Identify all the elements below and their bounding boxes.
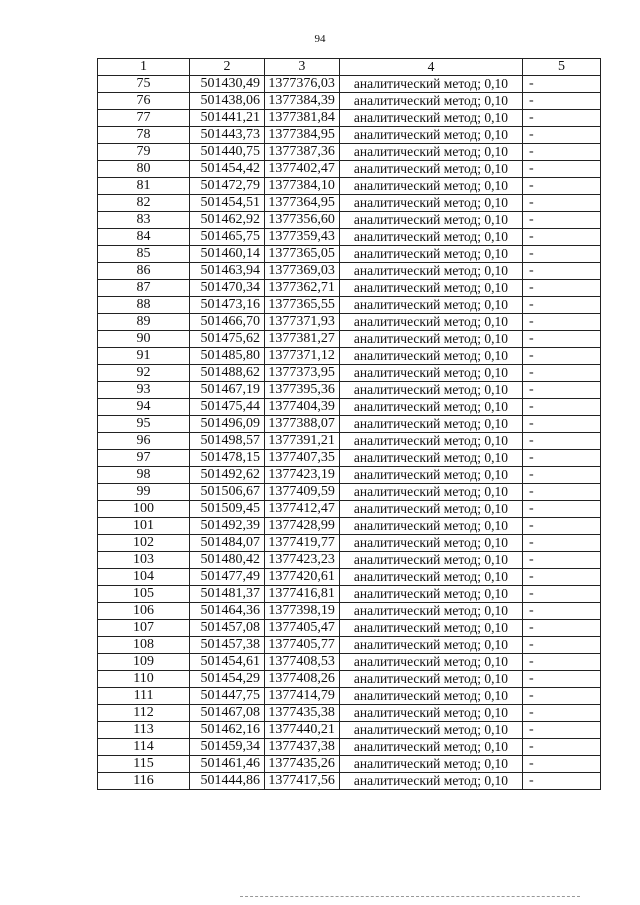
table-row <box>98 603 601 620</box>
note-cell: - <box>523 552 601 569</box>
x-coordinate-cell: 501430,49 <box>190 76 265 93</box>
table-row <box>98 620 601 637</box>
table-row <box>98 76 601 93</box>
y-coordinate-cell: 1377364,95 <box>264 195 339 212</box>
table-row <box>98 518 601 535</box>
method-accuracy-cell: аналитический метод; 0,10 <box>339 212 522 229</box>
x-coordinate-cell: 501460,14 <box>190 246 265 263</box>
method-accuracy-cell: аналитический метод; 0,10 <box>339 93 522 110</box>
point-number-cell: 98 <box>98 467 190 484</box>
x-coordinate-cell: 501438,06 <box>190 93 265 110</box>
point-number-cell: 84 <box>98 229 190 246</box>
method-accuracy-cell: аналитический метод; 0,10 <box>339 365 522 382</box>
point-number-cell: 102 <box>98 535 190 552</box>
table-row <box>98 348 601 365</box>
y-coordinate-cell: 1377384,39 <box>264 93 339 110</box>
point-number-cell: 92 <box>98 365 190 382</box>
note-cell: - <box>523 76 601 93</box>
table-row <box>98 569 601 586</box>
method-accuracy-cell: аналитический метод; 0,10 <box>339 178 522 195</box>
x-coordinate-cell: 501454,29 <box>190 671 265 688</box>
method-accuracy-cell: аналитический метод; 0,10 <box>339 433 522 450</box>
x-coordinate-cell: 501454,61 <box>190 654 265 671</box>
x-coordinate-cell: 501466,70 <box>190 314 265 331</box>
point-number-cell: 90 <box>98 331 190 348</box>
point-number-cell: 99 <box>98 484 190 501</box>
x-coordinate-cell: 501475,44 <box>190 399 265 416</box>
point-number-cell: 91 <box>98 348 190 365</box>
x-coordinate-cell: 501465,75 <box>190 229 265 246</box>
note-cell: - <box>523 569 601 586</box>
table-row <box>98 722 601 739</box>
note-cell: - <box>523 586 601 603</box>
method-accuracy-cell: аналитический метод; 0,10 <box>339 569 522 586</box>
y-coordinate-cell: 1377376,03 <box>264 76 339 93</box>
point-number-cell: 108 <box>98 637 190 654</box>
note-cell: - <box>523 654 601 671</box>
y-coordinate-cell: 1377408,26 <box>264 671 339 688</box>
note-cell: - <box>523 501 601 518</box>
method-accuracy-cell: аналитический метод; 0,10 <box>339 144 522 161</box>
point-number-cell: 82 <box>98 195 190 212</box>
x-coordinate-cell: 501467,08 <box>190 705 265 722</box>
note-cell: - <box>523 671 601 688</box>
column-header-3: 3 <box>264 59 339 76</box>
note-cell: - <box>523 705 601 722</box>
x-coordinate-cell: 501488,62 <box>190 365 265 382</box>
method-accuracy-cell: аналитический метод; 0,10 <box>339 297 522 314</box>
table-row <box>98 552 601 569</box>
table-row <box>98 144 601 161</box>
method-accuracy-cell: аналитический метод; 0,10 <box>339 484 522 501</box>
y-coordinate-cell: 1377371,93 <box>264 314 339 331</box>
note-cell: - <box>523 399 601 416</box>
table-row <box>98 178 601 195</box>
table-row <box>98 688 601 705</box>
method-accuracy-cell: аналитический метод; 0,10 <box>339 246 522 263</box>
note-cell: - <box>523 739 601 756</box>
table-row <box>98 331 601 348</box>
table-row <box>98 263 601 280</box>
point-number-cell: 78 <box>98 127 190 144</box>
x-coordinate-cell: 501441,21 <box>190 110 265 127</box>
y-coordinate-cell: 1377381,27 <box>264 331 339 348</box>
x-coordinate-cell: 501492,39 <box>190 518 265 535</box>
y-coordinate-cell: 1377440,21 <box>264 722 339 739</box>
method-accuracy-cell: аналитический метод; 0,10 <box>339 467 522 484</box>
method-accuracy-cell: аналитический метод; 0,10 <box>339 535 522 552</box>
table-row <box>98 501 601 518</box>
note-cell: - <box>523 620 601 637</box>
note-cell: - <box>523 433 601 450</box>
y-coordinate-cell: 1377423,23 <box>264 552 339 569</box>
point-number-cell: 103 <box>98 552 190 569</box>
x-coordinate-cell: 501480,42 <box>190 552 265 569</box>
x-coordinate-cell: 501459,34 <box>190 739 265 756</box>
point-number-cell: 87 <box>98 280 190 297</box>
method-accuracy-cell: аналитический метод; 0,10 <box>339 756 522 773</box>
y-coordinate-cell: 1377423,19 <box>264 467 339 484</box>
note-cell: - <box>523 722 601 739</box>
y-coordinate-cell: 1377373,95 <box>264 365 339 382</box>
method-accuracy-cell: аналитический метод; 0,10 <box>339 161 522 178</box>
y-coordinate-cell: 1377437,38 <box>264 739 339 756</box>
y-coordinate-cell: 1377384,10 <box>264 178 339 195</box>
method-accuracy-cell: аналитический метод; 0,10 <box>339 195 522 212</box>
note-cell: - <box>523 484 601 501</box>
x-coordinate-cell: 501492,62 <box>190 467 265 484</box>
y-coordinate-cell: 1377369,03 <box>264 263 339 280</box>
table-row <box>98 297 601 314</box>
x-coordinate-cell: 501444,86 <box>190 773 265 790</box>
method-accuracy-cell: аналитический метод; 0,10 <box>339 263 522 280</box>
y-coordinate-cell: 1377402,47 <box>264 161 339 178</box>
point-number-cell: 104 <box>98 569 190 586</box>
note-cell: - <box>523 535 601 552</box>
x-coordinate-cell: 501481,37 <box>190 586 265 603</box>
x-coordinate-cell: 501454,42 <box>190 161 265 178</box>
point-number-cell: 76 <box>98 93 190 110</box>
y-coordinate-cell: 1377435,26 <box>264 756 339 773</box>
x-coordinate-cell: 501496,09 <box>190 416 265 433</box>
point-number-cell: 107 <box>98 620 190 637</box>
note-cell: - <box>523 450 601 467</box>
table-row <box>98 246 601 263</box>
point-number-cell: 111 <box>98 688 190 705</box>
table-row <box>98 654 601 671</box>
table-row <box>98 93 601 110</box>
table-row <box>98 705 601 722</box>
table-row <box>98 399 601 416</box>
point-number-cell: 77 <box>98 110 190 127</box>
point-number-cell: 75 <box>98 76 190 93</box>
method-accuracy-cell: аналитический метод; 0,10 <box>339 722 522 739</box>
method-accuracy-cell: аналитический метод; 0,10 <box>339 654 522 671</box>
note-cell: - <box>523 348 601 365</box>
table-row <box>98 756 601 773</box>
method-accuracy-cell: аналитический метод; 0,10 <box>339 518 522 535</box>
table-row <box>98 212 601 229</box>
y-coordinate-cell: 1377371,12 <box>264 348 339 365</box>
x-coordinate-cell: 501464,36 <box>190 603 265 620</box>
point-number-cell: 95 <box>98 416 190 433</box>
y-coordinate-cell: 1377365,05 <box>264 246 339 263</box>
point-number-cell: 85 <box>98 246 190 263</box>
point-number-cell: 100 <box>98 501 190 518</box>
y-coordinate-cell: 1377365,55 <box>264 297 339 314</box>
point-number-cell: 89 <box>98 314 190 331</box>
x-coordinate-cell: 501447,75 <box>190 688 265 705</box>
note-cell: - <box>523 280 601 297</box>
method-accuracy-cell: аналитический метод; 0,10 <box>339 586 522 603</box>
point-number-cell: 79 <box>98 144 190 161</box>
y-coordinate-cell: 1377409,59 <box>264 484 339 501</box>
x-coordinate-cell: 501470,34 <box>190 280 265 297</box>
x-coordinate-cell: 501462,92 <box>190 212 265 229</box>
y-coordinate-cell: 1377398,19 <box>264 603 339 620</box>
note-cell: - <box>523 144 601 161</box>
note-cell: - <box>523 416 601 433</box>
note-cell: - <box>523 603 601 620</box>
table-row <box>98 127 601 144</box>
note-cell: - <box>523 331 601 348</box>
note-cell: - <box>523 127 601 144</box>
note-cell: - <box>523 637 601 654</box>
point-number-cell: 112 <box>98 705 190 722</box>
y-coordinate-cell: 1377407,35 <box>264 450 339 467</box>
note-cell: - <box>523 314 601 331</box>
method-accuracy-cell: аналитический метод; 0,10 <box>339 76 522 93</box>
table-row <box>98 110 601 127</box>
note-cell: - <box>523 297 601 314</box>
note-cell: - <box>523 229 601 246</box>
point-number-cell: 80 <box>98 161 190 178</box>
table-row <box>98 586 601 603</box>
y-coordinate-cell: 1377417,56 <box>264 773 339 790</box>
y-coordinate-cell: 1377428,99 <box>264 518 339 535</box>
point-number-cell: 83 <box>98 212 190 229</box>
point-number-cell: 116 <box>98 773 190 790</box>
y-coordinate-cell: 1377419,77 <box>264 535 339 552</box>
method-accuracy-cell: аналитический метод; 0,10 <box>339 773 522 790</box>
method-accuracy-cell: аналитический метод; 0,10 <box>339 382 522 399</box>
note-cell: - <box>523 195 601 212</box>
note-cell: - <box>523 263 601 280</box>
point-number-cell: 94 <box>98 399 190 416</box>
table-row <box>98 229 601 246</box>
x-coordinate-cell: 501498,57 <box>190 433 265 450</box>
table-row <box>98 535 601 552</box>
note-cell: - <box>523 178 601 195</box>
table-row <box>98 416 601 433</box>
note-cell: - <box>523 518 601 535</box>
y-coordinate-cell: 1377356,60 <box>264 212 339 229</box>
y-coordinate-cell: 1377435,38 <box>264 705 339 722</box>
y-coordinate-cell: 1377414,79 <box>264 688 339 705</box>
table-row <box>98 671 601 688</box>
x-coordinate-cell: 501475,62 <box>190 331 265 348</box>
point-number-cell: 106 <box>98 603 190 620</box>
method-accuracy-cell: аналитический метод; 0,10 <box>339 739 522 756</box>
method-accuracy-cell: аналитический метод; 0,10 <box>339 450 522 467</box>
x-coordinate-cell: 501484,07 <box>190 535 265 552</box>
table-row <box>98 637 601 654</box>
table-row <box>98 467 601 484</box>
y-coordinate-cell: 1377381,84 <box>264 110 339 127</box>
y-coordinate-cell: 1377384,95 <box>264 127 339 144</box>
method-accuracy-cell: аналитический метод; 0,10 <box>339 416 522 433</box>
method-accuracy-cell: аналитический метод; 0,10 <box>339 552 522 569</box>
table-row <box>98 773 601 790</box>
y-coordinate-cell: 1377359,43 <box>264 229 339 246</box>
point-number-cell: 93 <box>98 382 190 399</box>
point-number-cell: 109 <box>98 654 190 671</box>
point-number-cell: 97 <box>98 450 190 467</box>
x-coordinate-cell: 501457,08 <box>190 620 265 637</box>
method-accuracy-cell: аналитический метод; 0,10 <box>339 229 522 246</box>
page-number: 94 <box>314 33 326 45</box>
x-coordinate-cell: 501462,16 <box>190 722 265 739</box>
method-accuracy-cell: аналитический метод; 0,10 <box>339 705 522 722</box>
x-coordinate-cell: 501454,51 <box>190 195 265 212</box>
y-coordinate-cell: 1377408,53 <box>264 654 339 671</box>
x-coordinate-cell: 501463,94 <box>190 263 265 280</box>
table-row <box>98 365 601 382</box>
column-header-4: 4 <box>339 59 522 76</box>
x-coordinate-cell: 501506,67 <box>190 484 265 501</box>
y-coordinate-cell: 1377391,21 <box>264 433 339 450</box>
table-row <box>98 484 601 501</box>
scan-artifact-line <box>240 896 580 899</box>
point-number-cell: 115 <box>98 756 190 773</box>
method-accuracy-cell: аналитический метод; 0,10 <box>339 501 522 518</box>
x-coordinate-cell: 501509,45 <box>190 501 265 518</box>
method-accuracy-cell: аналитический метод; 0,10 <box>339 399 522 416</box>
y-coordinate-cell: 1377404,39 <box>264 399 339 416</box>
x-coordinate-cell: 501457,38 <box>190 637 265 654</box>
point-number-cell: 101 <box>98 518 190 535</box>
column-header-5: 5 <box>523 59 601 76</box>
table-row <box>98 450 601 467</box>
table-row <box>98 314 601 331</box>
x-coordinate-cell: 501473,16 <box>190 297 265 314</box>
point-number-cell: 110 <box>98 671 190 688</box>
y-coordinate-cell: 1377405,47 <box>264 620 339 637</box>
note-cell: - <box>523 93 601 110</box>
table-row <box>98 739 601 756</box>
column-header-2: 2 <box>190 59 265 76</box>
table-row <box>98 195 601 212</box>
point-number-cell: 114 <box>98 739 190 756</box>
coordinates-table <box>97 58 601 790</box>
point-number-cell: 81 <box>98 178 190 195</box>
x-coordinate-cell: 501477,49 <box>190 569 265 586</box>
note-cell: - <box>523 212 601 229</box>
y-coordinate-cell: 1377405,77 <box>264 637 339 654</box>
note-cell: - <box>523 382 601 399</box>
method-accuracy-cell: аналитический метод; 0,10 <box>339 688 522 705</box>
x-coordinate-cell: 501478,15 <box>190 450 265 467</box>
note-cell: - <box>523 365 601 382</box>
point-number-cell: 88 <box>98 297 190 314</box>
y-coordinate-cell: 1377420,61 <box>264 569 339 586</box>
x-coordinate-cell: 501443,73 <box>190 127 265 144</box>
y-coordinate-cell: 1377362,71 <box>264 280 339 297</box>
table-row <box>98 382 601 399</box>
method-accuracy-cell: аналитический метод; 0,10 <box>339 637 522 654</box>
note-cell: - <box>523 161 601 178</box>
method-accuracy-cell: аналитический метод; 0,10 <box>339 127 522 144</box>
method-accuracy-cell: аналитический метод; 0,10 <box>339 331 522 348</box>
column-header-1: 1 <box>98 59 190 76</box>
x-coordinate-cell: 501472,79 <box>190 178 265 195</box>
table-row <box>98 280 601 297</box>
note-cell: - <box>523 773 601 790</box>
table-row <box>98 433 601 450</box>
method-accuracy-cell: аналитический метод; 0,10 <box>339 620 522 637</box>
method-accuracy-cell: аналитический метод; 0,10 <box>339 280 522 297</box>
x-coordinate-cell: 501485,80 <box>190 348 265 365</box>
note-cell: - <box>523 110 601 127</box>
point-number-cell: 113 <box>98 722 190 739</box>
note-cell: - <box>523 688 601 705</box>
point-number-cell: 105 <box>98 586 190 603</box>
point-number-cell: 96 <box>98 433 190 450</box>
note-cell: - <box>523 467 601 484</box>
y-coordinate-cell: 1377395,36 <box>264 382 339 399</box>
method-accuracy-cell: аналитический метод; 0,10 <box>339 110 522 127</box>
method-accuracy-cell: аналитический метод; 0,10 <box>339 314 522 331</box>
y-coordinate-cell: 1377416,81 <box>264 586 339 603</box>
table-row <box>98 161 601 178</box>
x-coordinate-cell: 501467,19 <box>190 382 265 399</box>
point-number-cell: 86 <box>98 263 190 280</box>
y-coordinate-cell: 1377388,07 <box>264 416 339 433</box>
method-accuracy-cell: аналитический метод; 0,10 <box>339 671 522 688</box>
note-cell: - <box>523 756 601 773</box>
method-accuracy-cell: аналитический метод; 0,10 <box>339 603 522 620</box>
y-coordinate-cell: 1377387,36 <box>264 144 339 161</box>
table-header-row <box>98 59 601 76</box>
x-coordinate-cell: 501440,75 <box>190 144 265 161</box>
note-cell: - <box>523 246 601 263</box>
x-coordinate-cell: 501461,46 <box>190 756 265 773</box>
coordinates-table-body <box>98 59 601 790</box>
method-accuracy-cell: аналитический метод; 0,10 <box>339 348 522 365</box>
y-coordinate-cell: 1377412,47 <box>264 501 339 518</box>
